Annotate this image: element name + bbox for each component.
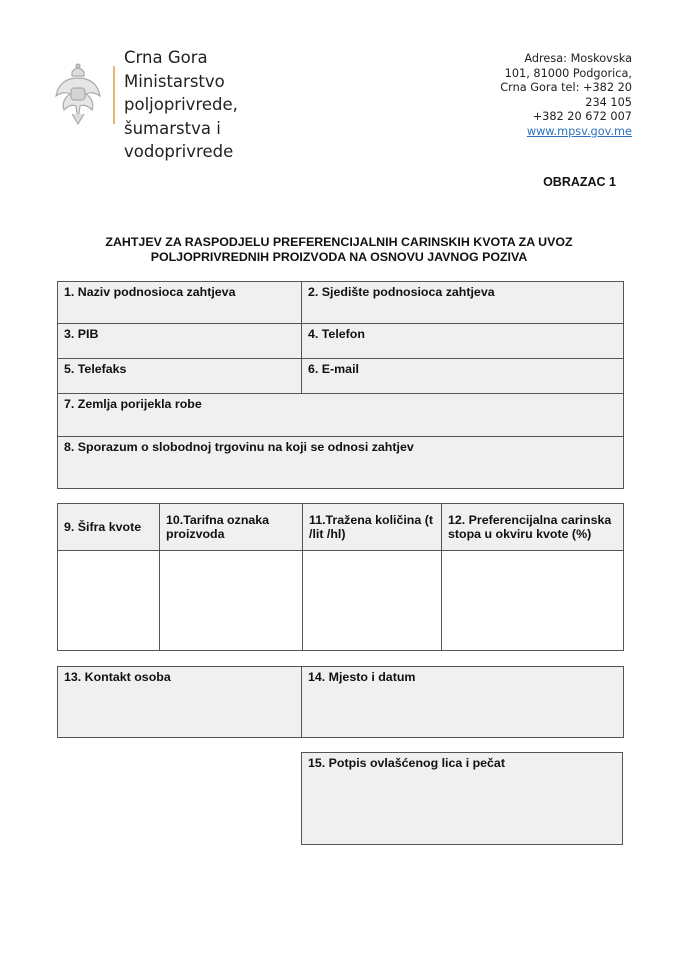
cell-requested-quantity[interactable] <box>303 551 442 651</box>
cell-quota-code[interactable] <box>58 551 160 651</box>
field-place-and-date[interactable] <box>302 667 624 738</box>
field-trade-agreement[interactable] <box>58 437 624 489</box>
field-label: 4. Telefon <box>308 327 365 341</box>
form-code: OBRAZAC 1 <box>543 175 616 189</box>
org-line: poljoprivrede, <box>124 95 238 114</box>
quota-table <box>57 503 624 651</box>
address-line: Adresa: Moskovska <box>524 52 632 65</box>
form-title-line: ZAHTJEV ZA RASPODJELU PREFERENCIJALNIH CARINSKIH KVOTA ZA UVOZ <box>105 235 573 249</box>
field-label: 6. E-mail <box>308 362 359 376</box>
field-pib[interactable] <box>58 324 302 359</box>
contact-table <box>57 666 624 738</box>
column-header-preferential-rate: 12. Preferencijalna carinska stopa u okviru kvote (%) <box>442 504 624 551</box>
column-header-requested-quantity: 11.Tražena količina (t /lit /hl) <box>303 504 442 551</box>
field-label: 15. Potpis ovlašćenog lica i pečat <box>308 756 505 770</box>
field-email[interactable] <box>302 359 624 394</box>
field-applicant-name[interactable] <box>58 282 302 324</box>
table-row <box>58 551 624 651</box>
address-line: Crna Gora tel: +382 20 <box>500 81 632 94</box>
coat-of-arms-icon <box>52 62 104 126</box>
website-link[interactable]: www.mpsv.gov.me <box>526 124 632 138</box>
field-applicant-seat[interactable] <box>302 282 624 324</box>
organization-name <box>124 46 238 164</box>
field-label: 2. Sjedište podnosioca zahtjeva <box>308 285 495 299</box>
signature-table <box>301 752 623 845</box>
form-title <box>56 235 622 264</box>
org-line: šumarstva i <box>124 118 221 138</box>
field-contact-person[interactable] <box>58 667 302 738</box>
address-line: 234 105 <box>585 95 632 109</box>
address-line: +382 20 672 007 <box>532 110 632 123</box>
field-label: 5. Telefaks <box>64 362 127 376</box>
header-divider <box>113 66 115 124</box>
form-title-line: POLJOPRIVREDNIH PROIZVODA NA OSNOVU JAVNOG POZIVA <box>150 249 528 264</box>
cell-tariff-code[interactable] <box>160 551 303 651</box>
applicant-info-table <box>57 281 624 489</box>
field-label: 14. Mjesto i datum <box>308 670 416 684</box>
org-line: vodoprivrede <box>124 142 234 161</box>
field-label: 8. Sporazum o slobodnoj trgovinu na koji se odnosi zahtjev <box>64 440 414 454</box>
field-label: 1. Naziv podnosioca zahtjeva <box>64 285 236 299</box>
column-header-tariff-code: 10.Tarifna oznaka proizvoda <box>160 504 303 551</box>
org-line: Crna Gora <box>124 48 208 67</box>
address-line: 101, 81000 Podgorica, <box>504 66 632 80</box>
field-signature-and-stamp[interactable] <box>302 753 623 845</box>
field-label: 3. PIB <box>64 327 99 341</box>
field-fax[interactable] <box>58 359 302 394</box>
contact-address <box>500 52 632 139</box>
field-label: 13. Kontakt osoba <box>64 670 171 684</box>
field-country-of-origin[interactable] <box>58 394 624 437</box>
cell-preferential-rate[interactable] <box>442 551 624 651</box>
field-label: 7. Zemlja porijekla robe <box>64 397 202 411</box>
field-telephone[interactable] <box>302 324 624 359</box>
org-line: Ministarstvo <box>124 71 225 91</box>
column-header-quota-code: 9. Šifra kvote <box>58 504 160 551</box>
